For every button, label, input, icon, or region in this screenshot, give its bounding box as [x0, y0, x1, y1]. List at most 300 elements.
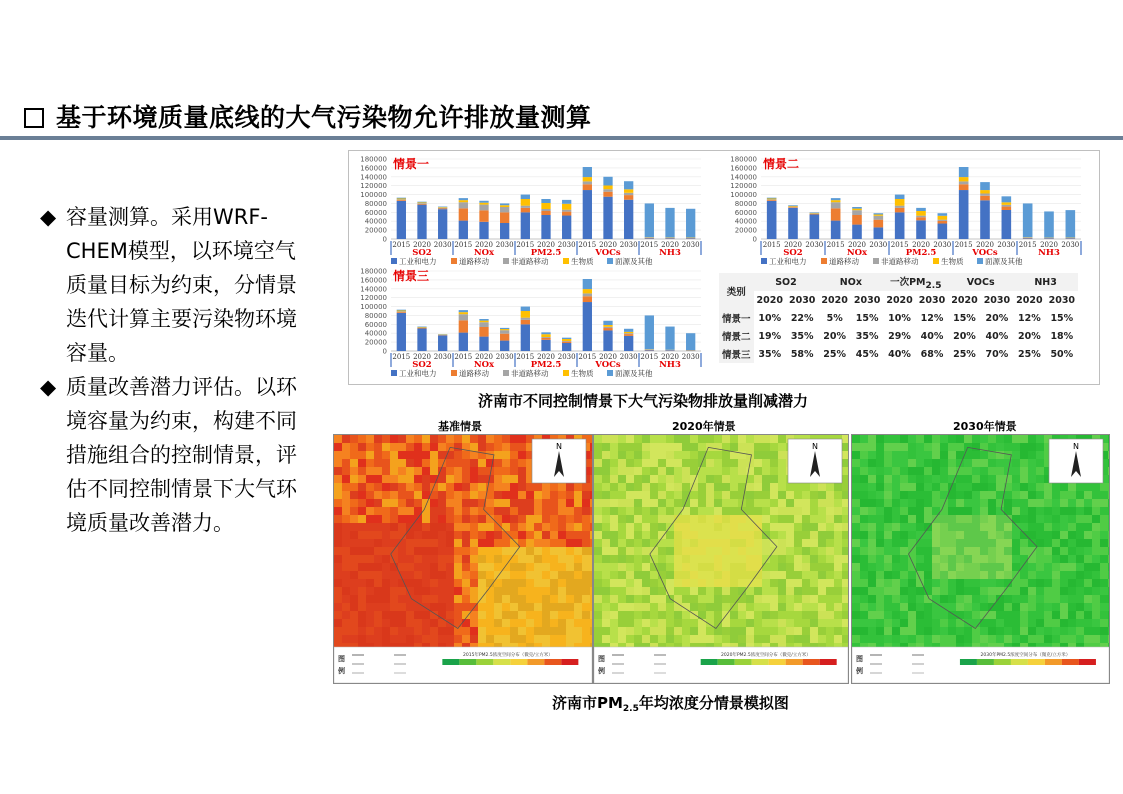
map-cell: [582, 635, 591, 644]
legend-label: 工业和电力: [399, 257, 437, 266]
map-cell: [626, 587, 635, 596]
map-cell: [350, 579, 359, 588]
map-cell: [1036, 451, 1045, 460]
map-cell: [706, 475, 715, 484]
map-cell: [470, 611, 479, 620]
map-cell: [398, 443, 407, 452]
map-cell: [794, 507, 803, 516]
map-cell: [730, 523, 739, 532]
bar-segment: [767, 198, 777, 199]
map-cell: [502, 563, 511, 572]
map-cell: [932, 499, 941, 508]
map-cell: [350, 619, 359, 628]
map-cell: [778, 515, 787, 524]
bar-segment: [397, 310, 406, 311]
y-tick-label: 20000: [364, 226, 387, 235]
map-cell: [770, 515, 779, 524]
map-cell: [746, 507, 755, 516]
map-cell: [550, 635, 559, 644]
map-cell: [714, 523, 723, 532]
map-cell: [390, 467, 399, 476]
map-cell: [542, 571, 551, 580]
map-cell: [1036, 571, 1045, 580]
map-cell: [1060, 523, 1069, 532]
map-cell: [754, 467, 763, 476]
map-cell: [1060, 491, 1069, 500]
map-cell: [746, 635, 755, 644]
map-cell: [618, 579, 627, 588]
map-cell: [916, 587, 925, 596]
map-cell: [334, 579, 343, 588]
map-cell: [778, 435, 787, 444]
map-cell: [826, 523, 835, 532]
map-cell: [714, 443, 723, 452]
map-cell: [602, 523, 611, 532]
map-cell: [1068, 563, 1077, 572]
bar-segment: [1002, 196, 1012, 202]
legend-color-bin: [527, 659, 544, 665]
map-cell: [810, 579, 819, 588]
map-cell: [690, 555, 699, 564]
map-cell: [996, 547, 1005, 556]
map-cell: [786, 523, 795, 532]
map-cell: [582, 579, 591, 588]
table-cell: 12%: [1017, 312, 1041, 324]
map-cell: [826, 611, 835, 620]
map-cell: [398, 467, 407, 476]
map-cell: [642, 571, 651, 580]
map-cell: [682, 475, 691, 484]
table-header-year: 2020: [756, 294, 783, 306]
map-cell: [358, 507, 367, 516]
map-cell: [730, 491, 739, 500]
table-cell: 12%: [920, 312, 944, 324]
map-cell: [682, 491, 691, 500]
map-cell: [594, 635, 603, 644]
bar-segment: [852, 209, 862, 211]
map-cell: [996, 539, 1005, 548]
map-cell: [682, 611, 691, 620]
map-cell: [988, 611, 997, 620]
map-cell: [518, 523, 527, 532]
map-cell: [1108, 603, 1109, 612]
bar-segment: [562, 200, 571, 204]
map-cell: [1100, 523, 1109, 532]
map-cell: [438, 587, 447, 596]
map-cell: [980, 539, 989, 548]
map-cell: [884, 611, 893, 620]
map-cell: [884, 587, 893, 596]
map-cell: [940, 531, 949, 540]
map-cell: [414, 603, 423, 612]
x-tick-label: 2015: [516, 353, 535, 361]
map-cell: [818, 523, 827, 532]
map-cell: [382, 555, 391, 564]
map-cell: [626, 627, 635, 636]
map-cell: [590, 475, 592, 484]
x-tick-label: 2030: [495, 241, 514, 249]
map-cell: [826, 595, 835, 604]
map-cell: [1020, 587, 1029, 596]
map-cell: [964, 571, 973, 580]
map-cell: [342, 579, 351, 588]
legend-label: 非道路移动: [511, 257, 549, 266]
bar-segment: [959, 181, 969, 184]
map-cell: [762, 523, 771, 532]
map-cell: [1012, 579, 1021, 588]
bar-segment: [810, 214, 820, 215]
map-cell: [526, 603, 535, 612]
map-cell: [342, 443, 351, 452]
map-cell: [916, 555, 925, 564]
map-cell: [358, 435, 367, 444]
legend-color-bin: [803, 659, 820, 665]
map-cell: [422, 515, 431, 524]
map-cell: [802, 547, 811, 556]
map-cell: [842, 443, 848, 452]
map-cell: [350, 523, 359, 532]
map-cell: [414, 595, 423, 604]
map-cell: [778, 491, 787, 500]
map-cell: [350, 475, 359, 484]
map-cell: [358, 523, 367, 532]
map-cell: [746, 555, 755, 564]
map-cell: [690, 587, 699, 596]
map-cell: [438, 563, 447, 572]
map-cell: [558, 611, 567, 620]
map-cell: [374, 579, 383, 588]
map-cell: [722, 451, 731, 460]
map-cell: [534, 571, 543, 580]
map-cell: [722, 515, 731, 524]
map-cell: [762, 459, 771, 468]
map-cell: [414, 579, 423, 588]
map-cell: [650, 451, 659, 460]
map-cell: [390, 531, 399, 540]
map-cell: [610, 555, 619, 564]
map-cell: [558, 627, 567, 636]
map-cell: [980, 459, 989, 468]
map-cell: [722, 627, 731, 636]
group-label: SO2: [412, 360, 432, 370]
bar-segment: [874, 213, 884, 214]
map-cell: [650, 571, 659, 580]
map-cell: [770, 619, 779, 628]
map-cell: [446, 635, 455, 644]
map-cell: [658, 627, 667, 636]
map-cell: [582, 611, 591, 620]
bar-segment: [459, 202, 468, 208]
map-cell: [1004, 595, 1013, 604]
bar-segment: [1044, 211, 1054, 237]
map-cell: [964, 467, 973, 476]
x-tick-label: 2030: [805, 241, 824, 249]
map-cell: [754, 611, 763, 620]
map-cell: [618, 435, 627, 444]
x-tick-label: 2015: [890, 241, 909, 249]
legend-color-bin: [769, 659, 786, 665]
map-cell: [980, 571, 989, 580]
map-cell: [884, 619, 893, 628]
map-cell: [1020, 539, 1029, 548]
map-cell: [1084, 523, 1093, 532]
map-cell: [1100, 547, 1109, 556]
bar-segment: [624, 336, 633, 351]
map-cell: [618, 467, 627, 476]
map-cell: [980, 627, 989, 636]
map-cell: [722, 467, 731, 476]
map-cell: [1108, 579, 1109, 588]
legend-swatch: [503, 258, 509, 264]
map-cell: [834, 619, 843, 628]
map-cell: [550, 563, 559, 572]
map-cell: [1084, 547, 1093, 556]
map-cell: [1092, 611, 1101, 620]
legend-label: 生物质: [571, 257, 594, 266]
map-cell: [642, 531, 651, 540]
map-cell: [1020, 499, 1029, 508]
map-cell: [650, 635, 659, 644]
map-cell: [794, 635, 803, 644]
map-cell: [510, 595, 519, 604]
map-cell: [406, 539, 415, 548]
map-cell: [778, 483, 787, 492]
map-cell: [650, 459, 659, 468]
map-cell: [438, 491, 447, 500]
map-cell: [842, 507, 848, 516]
map-cell: [446, 571, 455, 580]
map-cell: [876, 507, 885, 516]
map-cell: [916, 627, 925, 636]
map-cell: [826, 571, 835, 580]
table-cell: 15%: [855, 312, 879, 324]
table-row: [719, 327, 1078, 345]
north-arrow-icon: N: [812, 442, 818, 451]
map-cell: [932, 523, 941, 532]
map-cell: [438, 595, 447, 604]
map-cell: [932, 515, 941, 524]
map-cell: [350, 563, 359, 572]
map-cell: [634, 555, 643, 564]
map-cell: [542, 555, 551, 564]
map-cell: [1100, 587, 1109, 596]
map-cell: [650, 475, 659, 484]
map-cell: [722, 531, 731, 540]
table-cell: 40%: [920, 330, 944, 342]
map-cell: [924, 451, 933, 460]
map-cell: [526, 515, 535, 524]
map-cell: [754, 595, 763, 604]
map-cell: [940, 435, 949, 444]
map-cell: [916, 451, 925, 460]
map-cell: [566, 507, 575, 516]
map-cell: [1028, 459, 1037, 468]
map-cell: [972, 563, 981, 572]
map-cell: [714, 467, 723, 476]
map-cell: [738, 515, 747, 524]
map-cell: [770, 467, 779, 476]
map-cell: [916, 435, 925, 444]
map-cell: [714, 587, 723, 596]
map-cell: [566, 531, 575, 540]
y-tick-label: 0: [382, 235, 387, 244]
title-divider: [0, 136, 1123, 140]
map-cell: [932, 451, 941, 460]
map-cell: [892, 555, 901, 564]
map-cell: [762, 507, 771, 516]
map-cell: [534, 491, 543, 500]
map-cell: [366, 451, 375, 460]
map-cell: [510, 499, 519, 508]
map-cell: [1004, 635, 1013, 644]
bar-segment: [541, 203, 550, 209]
map-cell: [390, 635, 399, 644]
map-cell: [868, 443, 877, 452]
map-cell: [478, 467, 487, 476]
map-title: 基准情景: [438, 420, 482, 433]
map-cell: [682, 563, 691, 572]
x-tick-label: 2015: [392, 353, 411, 361]
map-cell: [682, 483, 691, 492]
map-cell: [478, 515, 487, 524]
map-cell: [762, 579, 771, 588]
map-cell: [642, 467, 651, 476]
map-cell: [642, 483, 651, 492]
bar-segment: [959, 190, 969, 239]
table-cell: 25%: [953, 348, 976, 360]
map-cell: [558, 587, 567, 596]
bar-segment: [479, 327, 488, 337]
map-cell: [892, 483, 901, 492]
map-cell: [382, 515, 391, 524]
map-cell: [956, 595, 965, 604]
map-cell: [940, 523, 949, 532]
map-cell: [618, 491, 627, 500]
map-cell: [374, 459, 383, 468]
x-tick-label: 2020: [661, 241, 679, 249]
map-cell: [518, 531, 527, 540]
map-cell: [566, 611, 575, 620]
map-cell: [642, 539, 651, 548]
map-cell: [1092, 523, 1101, 532]
map-cell: [438, 539, 447, 548]
map-cell: [454, 603, 463, 612]
map-cell: [550, 531, 559, 540]
map-cell: [794, 619, 803, 628]
map-cell: [334, 571, 343, 580]
map-cell: [956, 611, 965, 620]
map-cell: [374, 483, 383, 492]
table-row-label: 情景三: [719, 345, 754, 363]
x-tick-label: 2030: [869, 241, 888, 249]
map-cell: [932, 611, 941, 620]
map-cell: [956, 507, 965, 516]
map-cell: [988, 499, 997, 508]
map-cell: [762, 539, 771, 548]
bar-segment: [1044, 238, 1054, 239]
bar-segment: [916, 217, 926, 220]
map-cell: [390, 579, 399, 588]
map-cell: [754, 531, 763, 540]
map-cell: [924, 499, 933, 508]
map-cell: [834, 595, 843, 604]
map-cell: [414, 451, 423, 460]
map-cell: [714, 603, 723, 612]
map-cell: [706, 595, 715, 604]
map-cell: [996, 627, 1005, 636]
map-cell: [980, 523, 989, 532]
map-cell: [842, 523, 848, 532]
bar-segment: [916, 208, 926, 211]
map-cell: [802, 483, 811, 492]
map-cell: [526, 499, 535, 508]
map-cell: [698, 435, 707, 444]
bar-segment: [438, 335, 447, 351]
map-cell: [916, 475, 925, 484]
map-cell: [932, 443, 941, 452]
legend-swatch: [607, 258, 613, 264]
map-cell: [1036, 435, 1045, 444]
map-cell: [1020, 475, 1029, 484]
map-cell: [916, 483, 925, 492]
bar-segment: [438, 208, 447, 209]
map-cell: [884, 435, 893, 444]
map-cell: [650, 507, 659, 516]
map-cell: [574, 595, 583, 604]
map-cell: [566, 563, 575, 572]
map-cell: [996, 611, 1005, 620]
map-cell: [786, 507, 795, 516]
map-cell: [422, 595, 431, 604]
legend-color-bin: [442, 659, 459, 665]
map-cell: [682, 587, 691, 596]
map-cell: [542, 635, 551, 644]
bar-segment: [417, 205, 426, 239]
map-cell: [786, 579, 795, 588]
map-cell: [948, 555, 957, 564]
map-cell: [1028, 579, 1037, 588]
map-cell: [358, 539, 367, 548]
table-header-year: 2030: [853, 294, 881, 306]
map-cell: [602, 579, 611, 588]
map-cell: [590, 587, 592, 596]
map-cell: [382, 491, 391, 500]
map-cell: [1100, 627, 1109, 636]
map-cell: [964, 579, 973, 588]
map-cell: [996, 435, 1005, 444]
map-cell: [462, 475, 471, 484]
y-tick-label: 80000: [734, 199, 757, 208]
map-cell: [1076, 507, 1085, 516]
map-cell: [502, 483, 511, 492]
map-cell: [940, 555, 949, 564]
map-cell: [430, 595, 439, 604]
map-cell: [666, 611, 675, 620]
map-cell: [650, 587, 659, 596]
map-cell: [1084, 539, 1093, 548]
map-cell: [602, 435, 611, 444]
map-cell: [558, 547, 567, 556]
map-cell: [722, 491, 731, 500]
x-tick-label: 2020: [413, 241, 431, 249]
map-cell: [852, 563, 861, 572]
table-cell: 40%: [888, 348, 911, 360]
group-label: NOx: [473, 360, 495, 370]
map-cell: [1036, 587, 1045, 596]
map-cell: [802, 499, 811, 508]
bar-segment: [980, 200, 990, 239]
map-cell: [618, 555, 627, 564]
